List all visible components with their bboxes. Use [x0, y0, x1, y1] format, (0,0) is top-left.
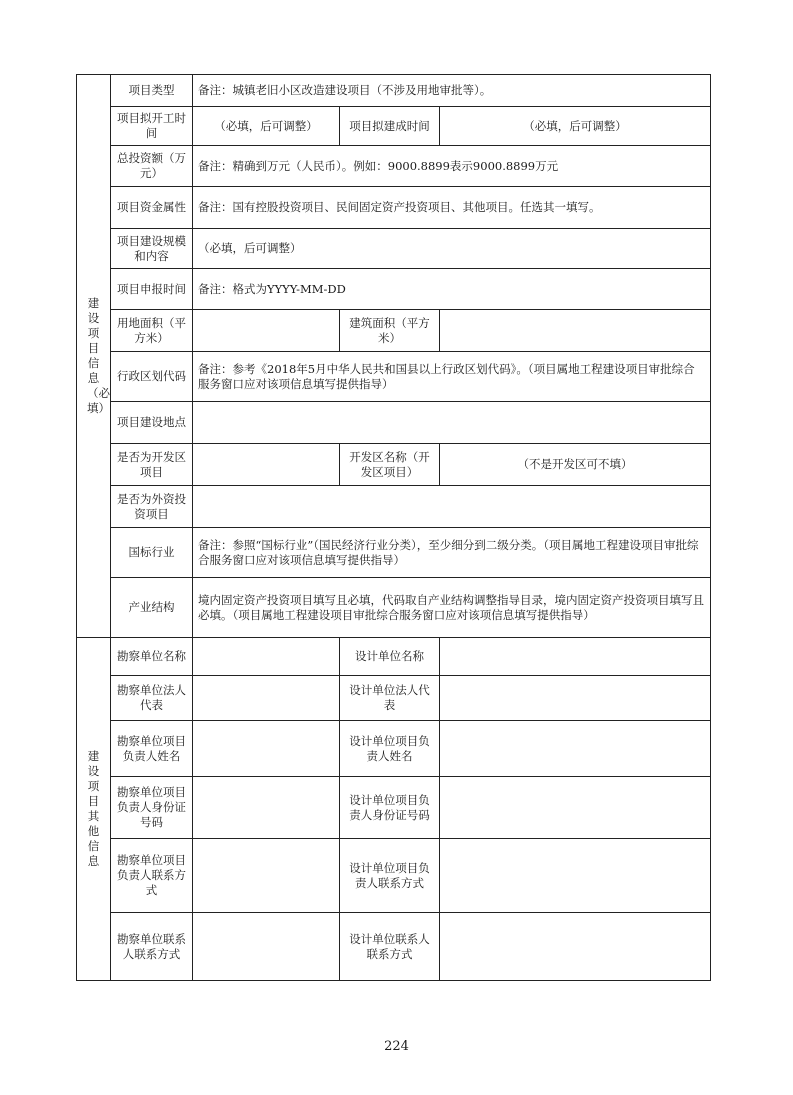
value-building-area[interactable]	[440, 310, 711, 352]
label-design-id: 设计单位项目负责人身份证号码	[340, 777, 440, 839]
label-apply-time: 项目申报时间	[111, 269, 193, 310]
value-survey-contact[interactable]	[193, 839, 340, 913]
label-survey-liaison: 勘察单位联系人联系方式	[111, 913, 193, 981]
value-design-id[interactable]	[440, 777, 711, 839]
row-dev-zone	[77, 444, 711, 486]
label-design-name: 设计单位名称	[340, 638, 440, 676]
label-region-code: 行政区划代码	[111, 352, 193, 402]
row-survey-name	[77, 638, 711, 676]
row-survey-contact	[77, 839, 711, 913]
label-dev-zone: 是否为开发区项目	[111, 444, 193, 486]
label-survey-id: 勘察单位项目负责人身份证号码	[111, 777, 193, 839]
value-survey-liaison[interactable]	[193, 913, 340, 981]
label-survey-name: 勘察单位名称	[111, 638, 193, 676]
note-investment[interactable]: 备注：精确到万元（人民币）。例如：9000.8899表示9000.8899万元	[193, 146, 711, 187]
note-scale[interactable]: （必填，后可调整）	[193, 229, 711, 269]
label-structure: 产业结构	[111, 578, 193, 638]
row-survey-liaison	[77, 913, 711, 981]
row-structure	[77, 578, 711, 638]
row-survey-id	[77, 777, 711, 839]
label-start-time: 项目拟开工时间	[111, 107, 193, 146]
value-land-area[interactable]	[193, 310, 340, 352]
value-design-contact[interactable]	[440, 839, 711, 913]
section-label: 建设项目其他信息	[87, 749, 100, 868]
row-survey-legal	[77, 676, 711, 721]
label-industry: 国标行业	[111, 528, 193, 578]
project-info-form	[76, 74, 711, 981]
note-fund-nature[interactable]: 备注：国有控股投资项目、民间固定资产投资项目、其他项目。任选其一填写。	[193, 187, 711, 229]
value-design-name[interactable]	[440, 638, 711, 676]
note-apply-time[interactable]: 备注：格式为YYYY-MM-DD	[193, 269, 711, 310]
label-design-contact: 设计单位项目负责人联系方式	[340, 839, 440, 913]
note-industry[interactable]: 备注：参照“国标行业”（国民经济行业分类），至少细分到二级分类。（项目属地工程建设项目审批综合服务窗口应对该项信息填写提供指导）	[193, 528, 711, 578]
label-dev-zone-name: 开发区名称（开发区项目）	[340, 444, 440, 486]
row-land-area	[77, 310, 711, 352]
note-project-type[interactable]: 备注：城镇老旧小区改造建设项目（不涉及用地审批等）。	[193, 75, 711, 107]
label-project-type: 项目类型	[111, 75, 193, 107]
section-label: 建设项目信息（必填）	[87, 296, 110, 415]
label-survey-contact: 勘察单位项目负责人联系方式	[111, 839, 193, 913]
row-foreign	[77, 486, 711, 528]
value-survey-manager[interactable]	[193, 721, 340, 777]
value-survey-id[interactable]	[193, 777, 340, 839]
section-construction-info	[77, 75, 111, 638]
value-survey-legal[interactable]	[193, 676, 340, 721]
label-survey-manager: 勘察单位项目负责人姓名	[111, 721, 193, 777]
row-industry	[77, 528, 711, 578]
row-project-type	[77, 75, 711, 107]
label-foreign: 是否为外资投资项目	[111, 486, 193, 528]
page-number: 224	[384, 1039, 409, 1054]
note-structure[interactable]: 境内固定资产投资项目填写且必填，代码取自产业结构调整指导目录，境内固定资产投资项目填写且必填。（项目属地工程建设项目审批综合服务窗口应对该项信息填写提供指导）	[193, 578, 711, 638]
row-survey-manager	[77, 721, 711, 777]
value-design-legal[interactable]	[440, 676, 711, 721]
label-complete-time: 项目拟建成时间	[340, 107, 440, 146]
row-investment	[77, 146, 711, 187]
note-region-code[interactable]: 备注：参考《2018年5月中华人民共和国县以上行政区划代码》。（项目属地工程建设项目审批综合服务窗口应对该项信息填写提供指导）	[193, 352, 711, 402]
label-investment: 总投资额（万元）	[111, 146, 193, 187]
value-survey-name[interactable]	[193, 638, 340, 676]
value-start-time[interactable]: （必填，后可调整）	[193, 107, 340, 146]
row-apply-time	[77, 269, 711, 310]
label-location: 项目建设地点	[111, 402, 193, 444]
label-design-manager: 设计单位项目负责人姓名	[340, 721, 440, 777]
value-complete-time[interactable]: （必填，后可调整）	[440, 107, 711, 146]
label-design-legal: 设计单位法人代表	[340, 676, 440, 721]
value-location[interactable]	[193, 402, 711, 444]
row-region-code	[77, 352, 711, 402]
row-scale	[77, 229, 711, 269]
row-fund-nature	[77, 187, 711, 229]
label-fund-nature: 项目资金属性	[111, 187, 193, 229]
section-other-info	[77, 638, 111, 981]
row-location	[77, 402, 711, 444]
value-foreign[interactable]	[193, 486, 711, 528]
row-start-time	[77, 107, 711, 146]
value-dev-zone[interactable]	[193, 444, 340, 486]
label-land-area: 用地面积（平方米）	[111, 310, 193, 352]
label-scale: 项目建设规模和内容	[111, 229, 193, 269]
label-design-liaison: 设计单位联系人联系方式	[340, 913, 440, 981]
label-survey-legal: 勘察单位法人代表	[111, 676, 193, 721]
label-building-area: 建筑面积（平方米）	[340, 310, 440, 352]
value-design-liaison[interactable]	[440, 913, 711, 981]
value-dev-zone-name[interactable]: （不是开发区可不填）	[440, 444, 711, 486]
value-design-manager[interactable]	[440, 721, 711, 777]
